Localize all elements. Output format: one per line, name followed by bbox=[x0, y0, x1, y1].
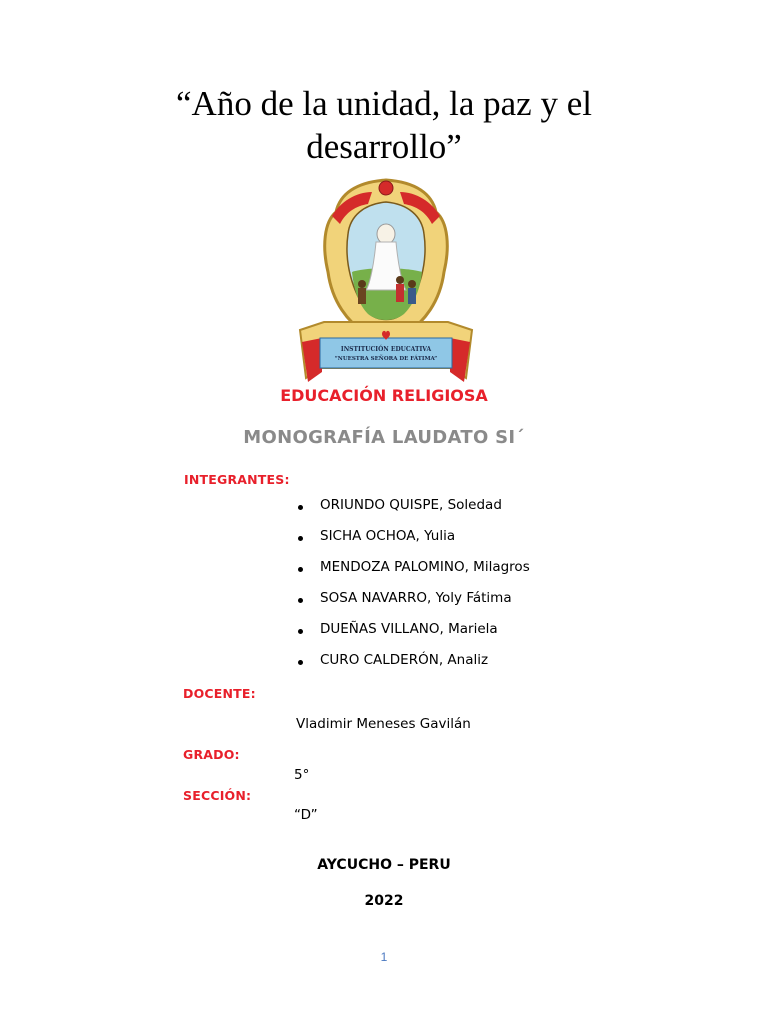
teacher-value: Vladimir Meneses Gavilán bbox=[296, 716, 471, 732]
list-item: CURO CALDERÓN, Analiz bbox=[296, 652, 530, 683]
list-item: ORIUNDO QUISPE, Soledad bbox=[296, 497, 530, 528]
subject-heading: EDUCACIÓN RELIGIOSA bbox=[280, 386, 488, 405]
list-item: SICHA OCHOA, Yulia bbox=[296, 528, 530, 559]
grade-label: GRADO: bbox=[183, 747, 240, 762]
section-label: SECCIÓN: bbox=[183, 788, 252, 803]
list-item: DUEÑAS VILLANO, Mariela bbox=[296, 621, 530, 652]
crest-text-line-1: INSTITUCIÓN EDUCATIVA bbox=[340, 346, 432, 353]
motto-heading bbox=[0, 82, 768, 168]
members-list bbox=[296, 497, 530, 683]
list-item: SOSA NAVARRO, Yoly Fátima bbox=[296, 590, 530, 621]
document-title: MONOGRAFÍA LAUDATO SI´ bbox=[243, 427, 525, 448]
list-item: MENDOZA PALOMINO, Milagros bbox=[296, 559, 530, 590]
year-text: 2022 bbox=[364, 893, 404, 909]
section-value: “D” bbox=[294, 807, 318, 823]
place-text: AYCUCHO – PERU bbox=[317, 857, 451, 873]
crest-text-line-2: “NUESTRA SEÑORA DE FÁTIMA” bbox=[334, 356, 438, 362]
motto-line-1: “Año de la unidad, la paz y el bbox=[176, 84, 592, 123]
school-crest-icon bbox=[296, 172, 476, 388]
grade-value: 5° bbox=[294, 767, 310, 783]
page-number: 1 bbox=[380, 950, 388, 964]
motto-line-2: desarrollo” bbox=[306, 127, 462, 166]
members-label: INTEGRANTES: bbox=[184, 472, 290, 487]
teacher-label: DOCENTE: bbox=[183, 686, 256, 701]
